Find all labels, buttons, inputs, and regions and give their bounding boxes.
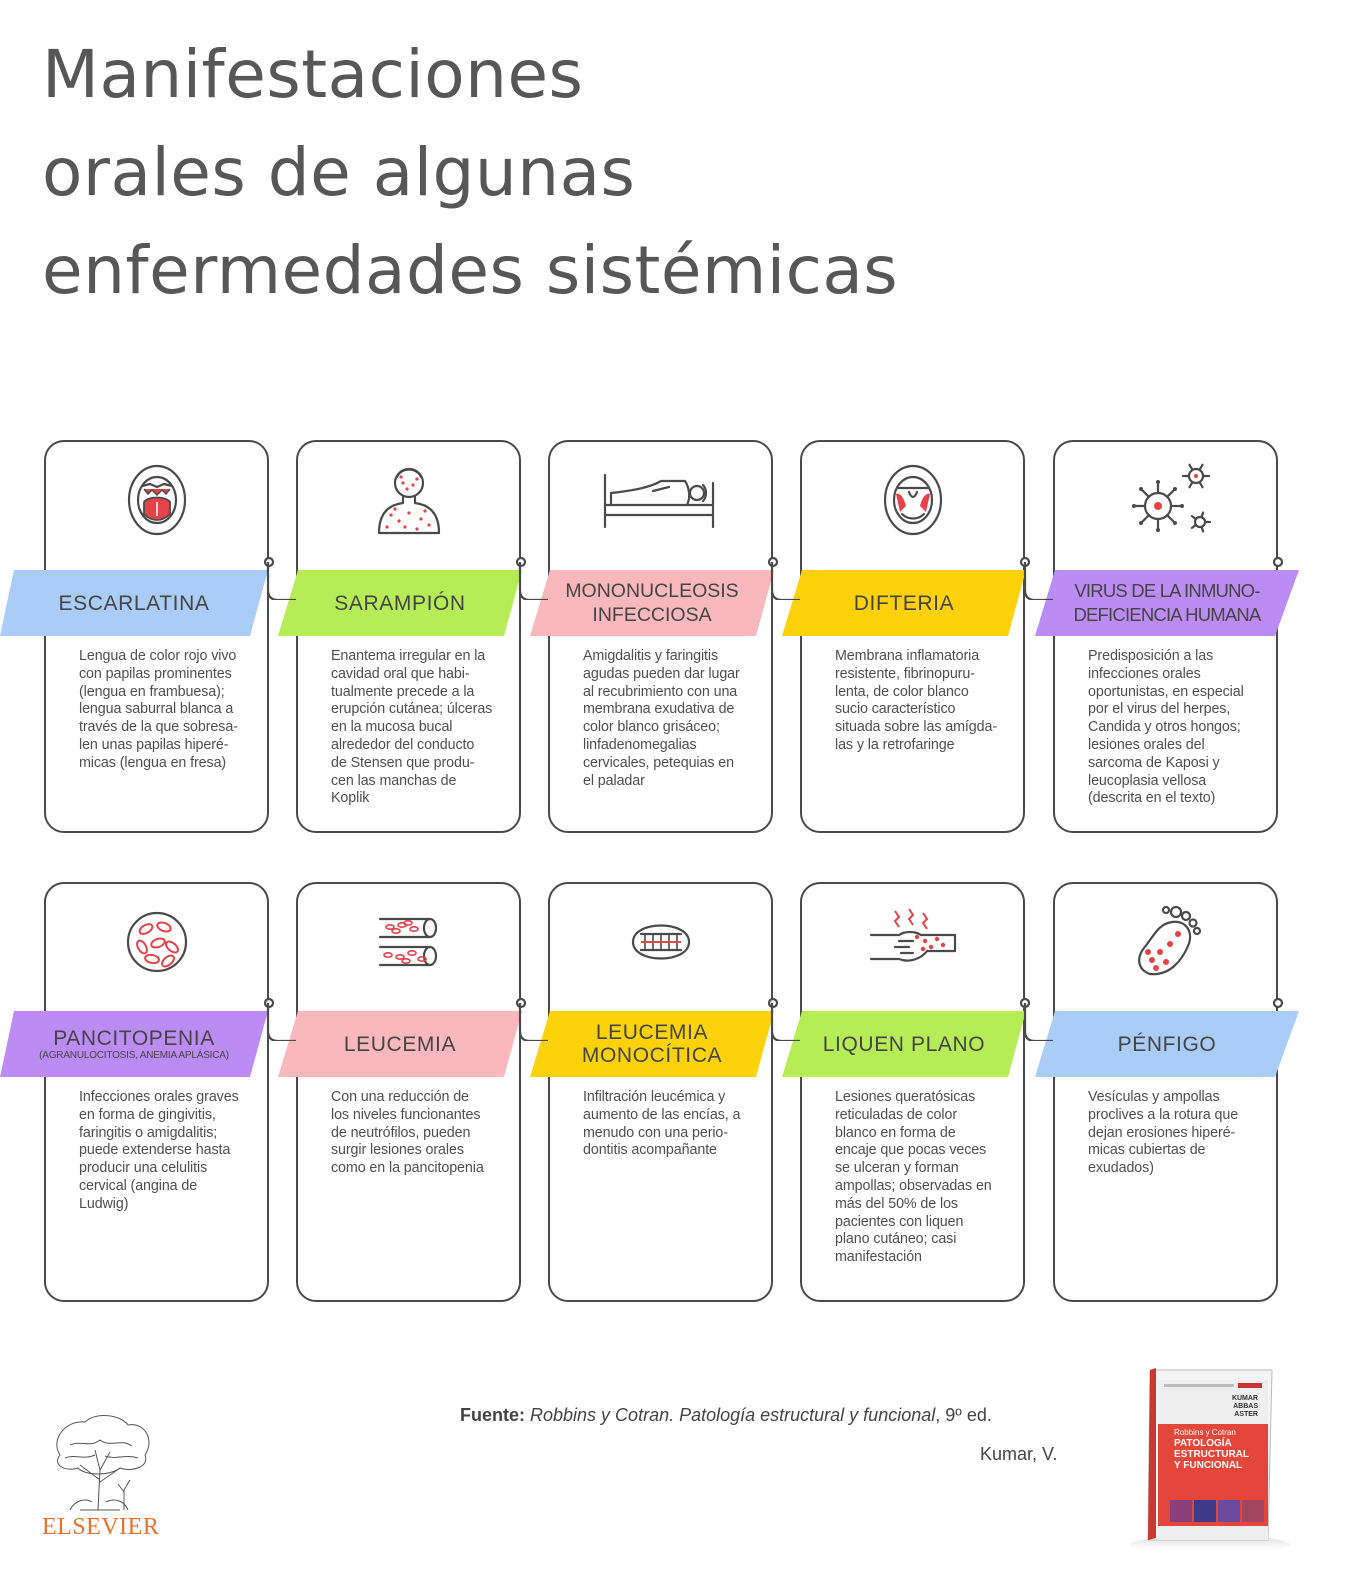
disease-description — [331, 1089, 501, 1178]
elsevier-tree-logo — [40, 1410, 160, 1515]
connector-line — [518, 971, 558, 1041]
book-author-2: ABBAS — [1233, 1403, 1258, 1410]
description-line: con papilas prominentes — [79, 665, 232, 682]
disease-name — [0, 570, 268, 636]
disease-banner — [530, 570, 774, 636]
description-line: color blanco grisáceo; — [583, 719, 720, 736]
description-line: Vesículas y ampollas — [1088, 1089, 1220, 1105]
description-line: Enantema irregular en la — [331, 648, 486, 664]
description-line: el paladar — [583, 772, 645, 789]
bed-patient-icon — [601, 469, 721, 536]
description-line: Amigdalitis y faringitis — [583, 648, 719, 664]
book-series: Robbins y Cotran — [1174, 1428, 1236, 1437]
book-title-1: PATOLOGÍA — [1174, 1438, 1232, 1449]
disease-title: ESCARLATINA — [58, 591, 210, 615]
description-line: proclives a la rotura que — [1088, 1106, 1239, 1123]
description-line: Predisposición a las — [1088, 648, 1214, 664]
source-author: Kumar, V. — [980, 1444, 1058, 1464]
page-title — [42, 26, 898, 320]
description-line: surgir lesiones orales — [331, 1142, 464, 1159]
disease-title: LIQUEN PLANO — [822, 1032, 986, 1056]
book-title-2: ESTRUCTURAL — [1174, 1449, 1249, 1460]
title-line: enfermedades sistémicas — [42, 232, 899, 309]
description-line: membrana exudativa de — [583, 701, 735, 718]
description-line: Lesiones queratósicas — [835, 1089, 976, 1105]
disease-title: PÉNFIGO — [1117, 1032, 1217, 1056]
throat-icon — [878, 462, 948, 543]
disease-name — [278, 570, 522, 636]
connector-line — [266, 971, 306, 1041]
description-line: de Stensen que produ- — [331, 754, 475, 771]
description-line: cervicales, petequias en — [583, 754, 734, 771]
description-line: manifestación — [835, 1249, 922, 1266]
description-line: linfadenomegalias — [583, 736, 697, 753]
connector-line — [1023, 530, 1063, 600]
description-line: blanco en forma de — [835, 1124, 956, 1141]
disease-description — [583, 648, 753, 790]
disease-title: VIRUS DE LA INMUNO- DEFICIENCIA HUMANA — [1073, 580, 1261, 625]
disease-description — [835, 1089, 1005, 1267]
description-line: Koplik — [331, 790, 370, 807]
virus-icon — [1116, 460, 1216, 545]
description-line: aumento de las encías, a — [583, 1106, 741, 1123]
source-work: Robbins y Cotran. Patología estructural y funcional — [530, 1405, 936, 1425]
description-line: faringitis o amigdalitis; — [79, 1124, 218, 1141]
source-citation — [460, 1405, 992, 1426]
description-line: (descrita en el texto) — [1088, 790, 1216, 807]
description-line: cervical (angina de — [79, 1177, 198, 1194]
description-line: micas (lengua en fresa) — [79, 754, 227, 771]
disease-title: MONONUCLEOSIS INFECCIOSA — [565, 580, 739, 626]
disease-name — [782, 570, 1026, 636]
description-line: las y la retrofaringe — [835, 736, 955, 753]
description-line: infecciones orales — [1088, 665, 1201, 682]
teeth-icon — [629, 912, 693, 977]
open-mouth-icon — [122, 462, 192, 543]
description-line: encaje que pocas veces — [835, 1142, 987, 1159]
disease-banner — [530, 1011, 774, 1077]
description-line: sucio característico — [835, 701, 956, 718]
disease-description — [835, 648, 1005, 755]
description-line: Infiltración leucémica y — [583, 1089, 726, 1105]
description-line: los niveles funcionantes — [331, 1106, 481, 1123]
description-line: dontitis acompañante — [583, 1142, 717, 1159]
publisher-name: ELSEVIER — [42, 1514, 160, 1540]
disease-name — [278, 1011, 522, 1077]
blood-vessel-icon — [376, 913, 442, 976]
connector-line — [770, 530, 810, 600]
blistered-foot-icon — [1130, 904, 1202, 985]
description-line: sarcoma de Kaposi y — [1088, 754, 1220, 771]
disease-subtitle: (AGRANULOCITOSIS, ANEMIA APLÁSICA) — [39, 1049, 229, 1061]
description-line: erupción cutánea; úlceras — [331, 701, 493, 718]
description-line: como en la pancitopenia — [331, 1160, 484, 1177]
description-line: micas cubiertas de — [1088, 1142, 1206, 1159]
description-line: Ludwig) — [79, 1195, 129, 1212]
disease-description — [1088, 648, 1258, 808]
description-line: tualmente precede a la — [331, 683, 475, 700]
disease-banner — [782, 1011, 1026, 1077]
description-line: cavidad oral que habi- — [331, 665, 470, 682]
description-line: Lengua de color rojo vivo — [79, 648, 237, 664]
description-line: dejan erosiones hiperé- — [1088, 1124, 1236, 1141]
disease-banner — [782, 570, 1026, 636]
connector-line — [770, 971, 810, 1041]
description-line: lengua saburral blanca a — [79, 701, 234, 718]
description-line: en forma de gingivitis, — [79, 1106, 216, 1123]
description-line: exudados) — [1088, 1160, 1154, 1177]
book-author-1: KUMAR — [1231, 1395, 1258, 1402]
description-line: se ulceran y forman — [835, 1160, 959, 1177]
description-line: en la mucosa bucal — [331, 719, 453, 736]
source-edition: , 9º ed. — [935, 1405, 992, 1425]
description-line: resistente, fibrinopuru- — [835, 665, 975, 682]
disease-title: SARAMPIÓN — [334, 591, 466, 615]
disease-banner — [1035, 1011, 1299, 1077]
disease-title: LEUCEMIA — [343, 1032, 457, 1056]
description-line: agudas pueden dar lugar — [583, 665, 740, 682]
description-line: reticuladas de color — [835, 1106, 957, 1123]
description-line: plano cutáneo; casi — [835, 1231, 957, 1248]
description-line: ampollas; observadas en — [835, 1177, 992, 1194]
description-line: (lengua en frambuesa); — [79, 683, 225, 700]
description-line: menudo con una perio- — [583, 1124, 728, 1141]
description-line: Membrana inflamatoria — [835, 648, 980, 664]
description-line: Con una reducción de — [331, 1089, 469, 1105]
disease-name — [782, 1011, 1026, 1077]
description-line: producir una celulitis — [79, 1160, 208, 1177]
disease-title: DIFTERIA — [853, 591, 955, 615]
description-line: cen las manchas de — [331, 772, 457, 789]
itchy-hand-icon — [865, 907, 961, 982]
disease-name — [530, 570, 774, 636]
description-line: len unas papilas hiperé- — [79, 736, 229, 753]
disease-description — [1088, 1089, 1258, 1178]
disease-description — [583, 1089, 753, 1160]
disease-name — [530, 1011, 774, 1077]
disease-banner — [278, 1011, 522, 1077]
description-line: pacientes con liquen — [835, 1213, 964, 1230]
source-prefix: Fuente: — [460, 1405, 525, 1425]
disease-banner — [278, 570, 522, 636]
description-line: puede extenderse hasta — [79, 1142, 231, 1159]
description-line: alrededor del conducto — [331, 736, 475, 753]
disease-name — [0, 1011, 268, 1077]
blood-cells-icon — [124, 909, 190, 980]
disease-banner — [0, 1011, 268, 1077]
description-line: de neutrófilos, pueden — [331, 1124, 471, 1141]
description-line: lenta, de color blanco — [835, 683, 969, 700]
description-line: oportunistas, en especial — [1088, 683, 1244, 700]
disease-description — [79, 648, 249, 773]
disease-description — [79, 1089, 249, 1214]
disease-title: PANCITOPENIA — [53, 1026, 215, 1050]
description-line: situada sobre las amígda- — [835, 719, 998, 736]
connector-line — [518, 530, 558, 600]
disease-banner — [0, 570, 268, 636]
book-cover-image — [1120, 1360, 1295, 1560]
book-author-3: ASTER — [1234, 1411, 1258, 1418]
description-line: por el virus del herpes, — [1088, 701, 1231, 718]
title-line: orales de algunas — [42, 134, 636, 211]
disease-name — [1035, 1011, 1299, 1077]
description-line: través de la que sobresa- — [79, 719, 238, 736]
title-line: Manifestaciones — [42, 36, 584, 113]
rash-person-icon — [373, 463, 445, 542]
book-title-3: Y FUNCIONAL — [1174, 1460, 1243, 1471]
disease-description — [331, 648, 501, 808]
connector-line — [266, 530, 306, 600]
description-line: Infecciones orales graves — [79, 1089, 239, 1105]
description-line: leucoplasia vellosa — [1088, 772, 1207, 789]
disease-banner — [1035, 570, 1299, 636]
disease-name — [1035, 570, 1299, 636]
connector-line — [1023, 971, 1063, 1041]
description-line: lesiones orales del — [1088, 736, 1205, 753]
description-line: al recubrimiento con una — [583, 683, 738, 700]
disease-title: LEUCEMIA MONOCÍTICA — [581, 1021, 723, 1067]
description-line: más del 50% de los — [835, 1195, 958, 1212]
description-line: Candida y otros hongos; — [1088, 719, 1241, 736]
